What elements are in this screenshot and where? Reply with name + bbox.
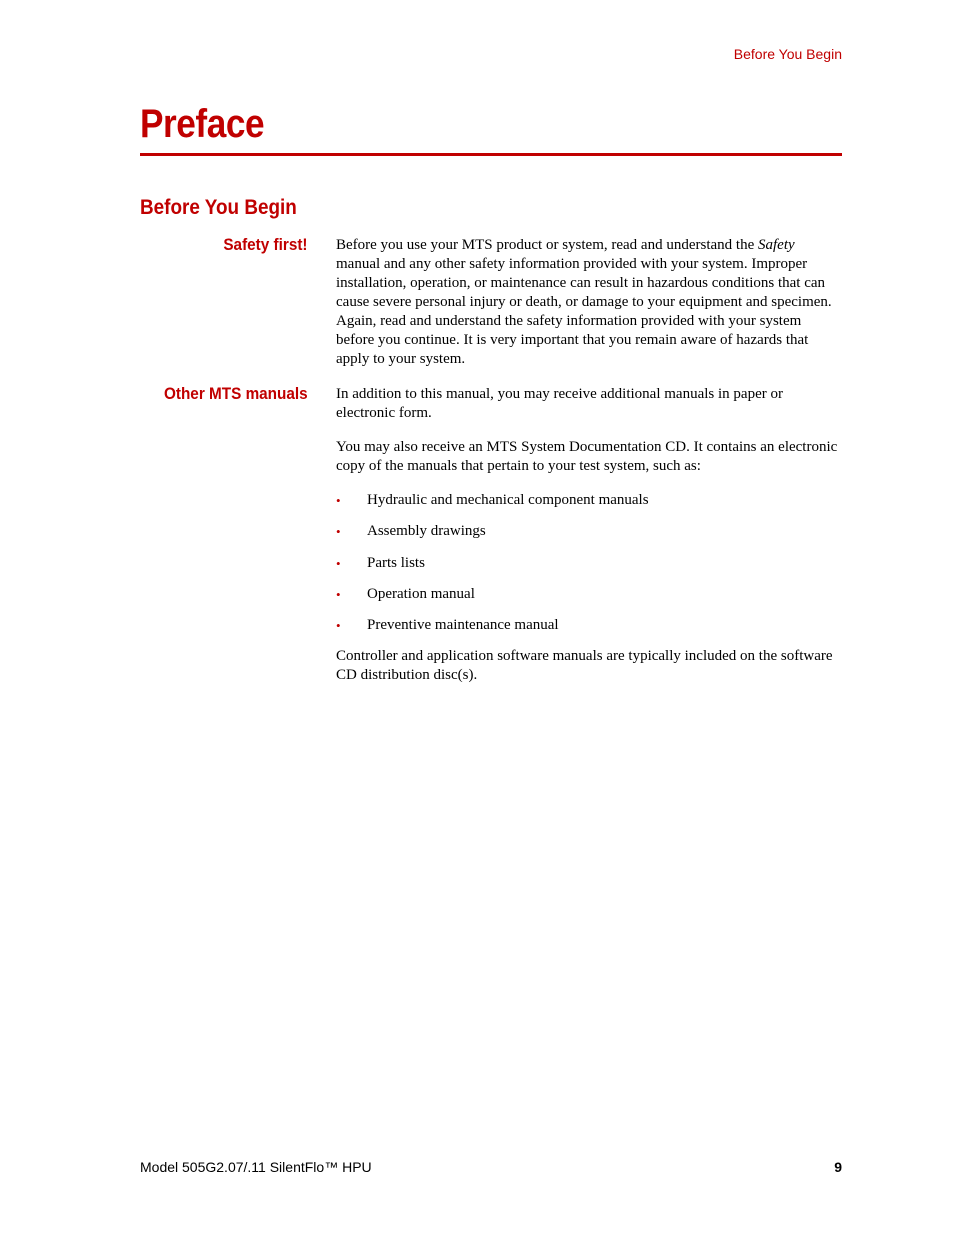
manuals-paragraph-2: You may also receive an MTS System Documentation CD. It contains an electronic copy of the manuals that pertain to your test system, such as: (336, 439, 838, 474)
footer-page-number: 9 (834, 1159, 842, 1175)
list-item-text: Parts lists (367, 554, 425, 571)
bullet-icon: • (336, 555, 341, 571)
list-item (336, 522, 842, 541)
list-item (336, 491, 842, 510)
other-manuals-heading: Other MTS manuals (164, 384, 308, 403)
section-title: Before You Begin (140, 196, 297, 219)
bullet-icon: • (336, 586, 341, 602)
bullet-icon: • (336, 524, 341, 540)
list-item-text: Preventive maintenance manual (367, 617, 559, 634)
footer-model-name: Model 505G2.07/.11 SilentFlo™ HPU (140, 1159, 372, 1175)
manuals-paragraph-1: In addition to this manual, you may receive additional manuals in paper or electronic form. (336, 386, 783, 421)
chapter-title-rule (140, 153, 842, 156)
running-header: Before You Begin (733, 46, 842, 62)
safety-first-heading: Safety first! (223, 235, 308, 254)
manuals-paragraph-3: Controller and application software manuals are typically included on the software CD distribution disc(s). (336, 648, 833, 683)
bullet-icon: • (336, 618, 341, 634)
safety-text-end: manual and any other safety information provided with your system. Improper installation, operation, or maintenance can result in hazardous conditions that can cause severe personal injury or death, or damage to your equipment and specimen. Again, read and understand the safety information provided with your system before you continue. It is very important that you remain aware of hazards that apply to your system. (336, 256, 832, 367)
list-item (336, 585, 842, 604)
list-item-text: Operation manual (367, 585, 475, 602)
bullet-icon: • (336, 493, 341, 508)
safety-manual-title: Safety (758, 237, 795, 253)
list-item-text: Hydraulic and mechanical component manuals (367, 492, 649, 508)
list-item-text: Assembly drawings (367, 523, 486, 540)
list-item (336, 616, 842, 635)
list-item (336, 554, 842, 573)
manuals-bullet-list (336, 491, 842, 647)
safety-paragraph (336, 236, 842, 369)
chapter-title: Preface (140, 102, 265, 146)
safety-text-start: Before you use your MTS product or system, read and understand the (336, 237, 758, 253)
